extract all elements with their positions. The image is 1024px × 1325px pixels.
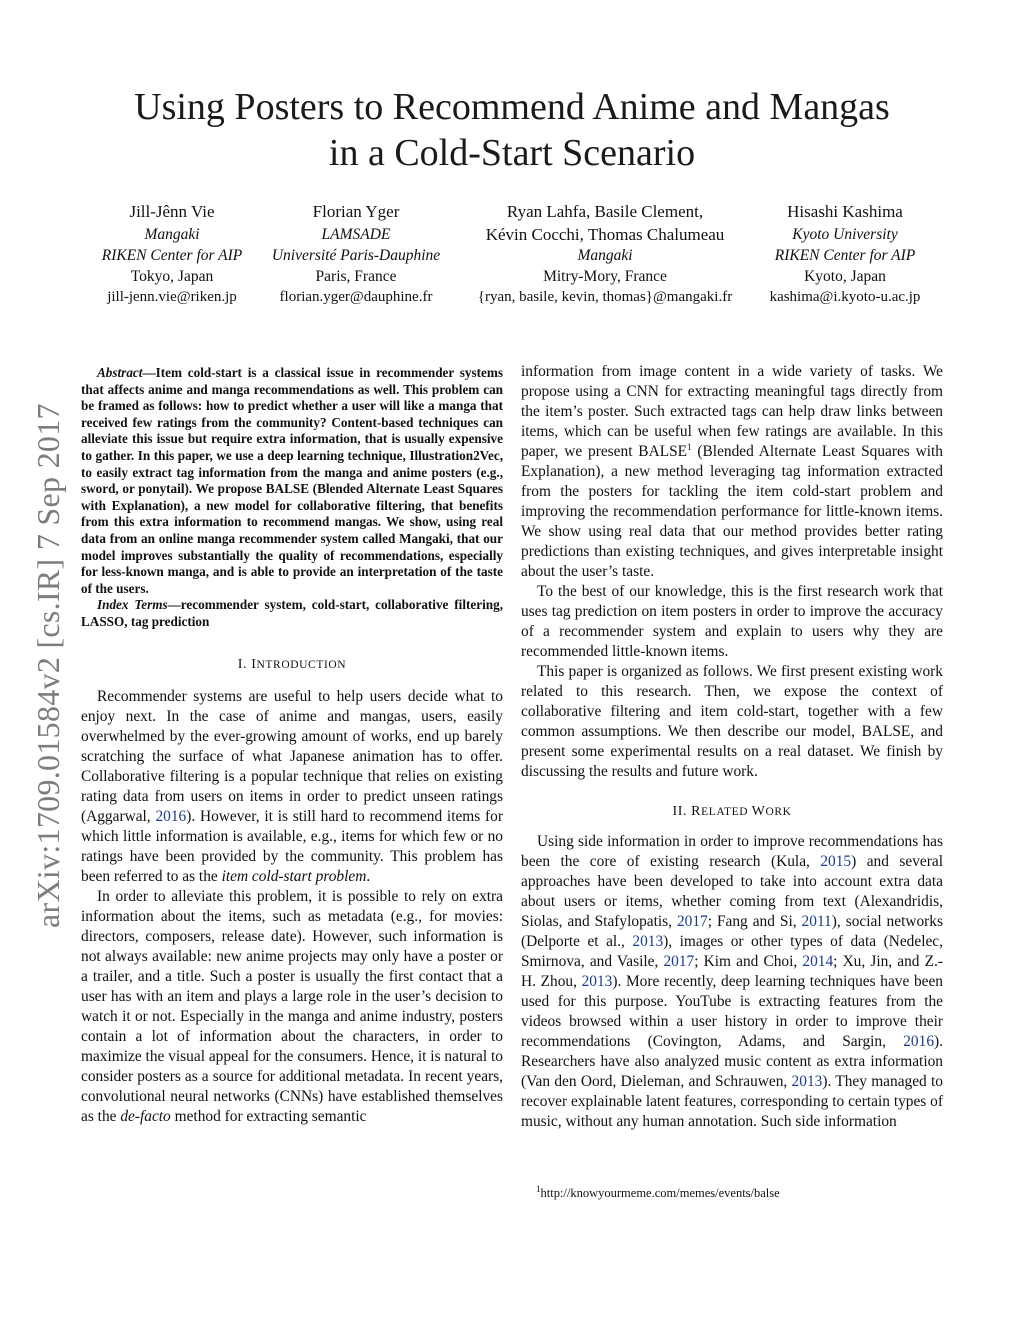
footnote-url[interactable]: http://knowyourmeme.com/memes/events/balse [540,1186,780,1200]
author-mangaki-team [460,200,750,308]
author-email: kashima@i.kyoto-u.ac.jp [769,289,921,305]
author-block [0,200,1024,320]
index-terms [81,597,503,630]
author-kashima [762,200,928,308]
abstract-label: Abstract [97,365,143,380]
citation-link[interactable]: 2017 [663,953,695,970]
author-location: Mitry-Mory, France [543,268,667,285]
left-column [81,362,503,1127]
index-terms-text: —recommender system, cold-start, collaborative filtering, LASSO, tag prediction [81,597,503,629]
citation-link[interactable]: 2015 [820,853,852,870]
citation-link[interactable]: 2011 [801,913,832,930]
intro-paragraph-4: To the best of our knowledge, this is the first research work that uses tag prediction on item posters in order to improve the accuracy of a recommender system and explain to users why they are recommended little-known items. [521,583,943,660]
section-related-work-heading: II. RELATED WORK [672,804,792,819]
author-email: florian.yger@dauphine.fr [279,289,433,305]
author-affiliation: Mangaki [144,226,200,243]
author-name: Hisashi Kashima [787,202,903,221]
citation-link[interactable]: 2013 [632,933,664,950]
intro-paragraph-3: information from image content in a wide variety of tasks. We propose using a CNN for extracting meaningful tags directly from the item’s poster. Such extracted tags can help draw links between items, which can be useful when few ratings are available. In this paper, we present BALSE$^1$ (Blended Alternate Least Squares with Explanation), a new method leveraging tag information extracted from the posters for tackling the item cold-start problem and improving the recommendation performance for little-known items. We show using real data that our method provides better rating predictions than existing techniques, and gives interpretable insight about the user’s taste. [521,363,943,580]
footnote [536,1183,780,1201]
arxiv-stamp: arXiv:1709.01584v2 [cs.IR] 7 Sep 2017 [30,403,66,928]
paper-title [0,84,1024,176]
title-line-1: Using Posters to Recommend Anime and Mangas [134,86,890,128]
author-affiliation: Mangaki [577,247,633,264]
author-name: Florian Yger [312,202,400,221]
author-location: Tokyo, Japan [130,268,214,285]
intro-paragraph-5: This paper is organized as follows. We first present existing work related to this research. Then, we expose the context of collaborative filtering and item cold-start, together with a few common assumptions. We then describe our model, BALSE, and present some experimental results on a real dataset. We finish by discussing the results and future work. [521,663,943,780]
author-email: {ryan, basile, kevin, thomas}@mangaki.fr [477,289,733,305]
title-line-2: in a Cold-Start Scenario [328,132,696,174]
citation-link[interactable]: 2016 [903,1033,935,1050]
author-yger [264,200,448,308]
author-name: Kévin Cocchi, Thomas Chalumeau [485,225,725,244]
author-name: Ryan Lahfa, Basile Clement, [506,202,704,221]
author-affiliation: RIKEN Center for AIP [774,247,916,264]
author-affiliation: Université Paris-Dauphine [271,247,441,264]
author-affiliation: RIKEN Center for AIP [101,247,243,264]
intro-paragraph-1: Recommender systems are useful to help users decide what to enjoy next. In the case of anime and mangas, users, easily overwhelmed by the ever-growing amount of works, end up barely scratching the surface of what Japanese animation has to offer. Collaborative filtering is a popular technique that relies on existing rating data from users on items in order to predict unseen ratings (Aggarwal, 2016). However, it is still hard to recommend items for which little information is available, e.g., items for which few or no ratings have been provided by the community. This problem has been referred to as the item cold-start problem. [81,687,503,885]
abstract-text: —Item cold-start is a classical issue in recommender systems that affects anime and manga recommendations as well. This problem can be framed as follows: how to predict whether a user will like a manga that received few ratings from the community? Content-based techniques can alleviate this issue but require extra information, that is usually expensive to gather. In this paper, we use a deep learning technique, Illustration2Vec, to easily extract tag information from the manga and anime posters (e.g., sword, or ponytail). We propose BALSE (Blended Alternate Least Squares with Explanation), a new model for collaborative filtering, that benefits from this extra information to recommend mangas. We show, using real data from an online manga recommender system called Mangaki, that our model improves substantially the quality of recommendations, especially for less-known manga, and is able to provide an interpretation of the taste of the users. [81,365,503,596]
citation-link[interactable]: 2016 [155,807,187,825]
footnote-number: 1 [536,1183,541,1194]
footnote-marker[interactable]: 1 [687,441,692,452]
right-column [521,362,943,1132]
citation-link[interactable]: 2013 [791,1073,823,1090]
author-vie [96,200,248,308]
citation-link[interactable]: 2014 [802,953,834,970]
intro-paragraph-2: In order to alleviate this problem, it is possible to rely on extra information about the items, such as metadata (e.g., for movies: directors, composers, release date). However, such information is not always available: new anime projects may only have a poster or a trailer, and a title. Such a poster is usually the first contact that a user has with an item and plays a large role in the user’s decision to watch it or not. Especially in the manga and anime industry, posters contain a lot of information about the characters, in order to maximize the visual appeal for the consumers. Hence, it is natural to consider posters as a source for additional metadata. In recent years, convolutional neural networks (CNNs) have established themselves as the de-facto method for extracting semantic [81,887,503,1125]
author-location: Paris, France [315,268,397,285]
abstract [81,365,503,597]
index-terms-label: Index Terms [97,597,168,613]
author-affiliation: Kyoto University [792,226,898,243]
citation-link[interactable]: 2013 [581,973,613,990]
section-introduction-heading: I. INTRODUCTION [237,656,347,672]
author-affiliation: LAMSADE [321,226,391,243]
author-name: Jill-Jênn Vie [129,202,215,221]
citation-link[interactable]: 2017 [676,913,708,930]
author-location: Kyoto, Japan [804,268,886,285]
author-email: jill-jenn.vie@riken.jp [107,289,237,305]
related-work-paragraph: Using side information in order to improve recommendations has been the core of existing research (Kula, 2015) and several approaches have been developed to take into account extra data about users or items, whether coming from text (Alexandridis, Siolas, and Stafylopatis, 2017; Fang and Si, 2011), social networks (Delporte et al., 2013), images or other types of data (Nedelec, Smirnova, and Vasile, 2017; Kim and Choi, 2014; Xu, Jin, and Z.-H. Zhou, 2013). More recently, deep learning techniques have been used for this purpose. YouTube is extracting features from the videos browsed within a user history in order to improve their recommendations (Covington, Adams, and Sargin, 2016). Researchers have also analyzed music content as extra information (Van den Oord, Dieleman, and Schrauwen, 2013). They managed to recover explainable latent features, corresponding to certain types of music, without any human annotation. Such side information [521,833,943,1130]
